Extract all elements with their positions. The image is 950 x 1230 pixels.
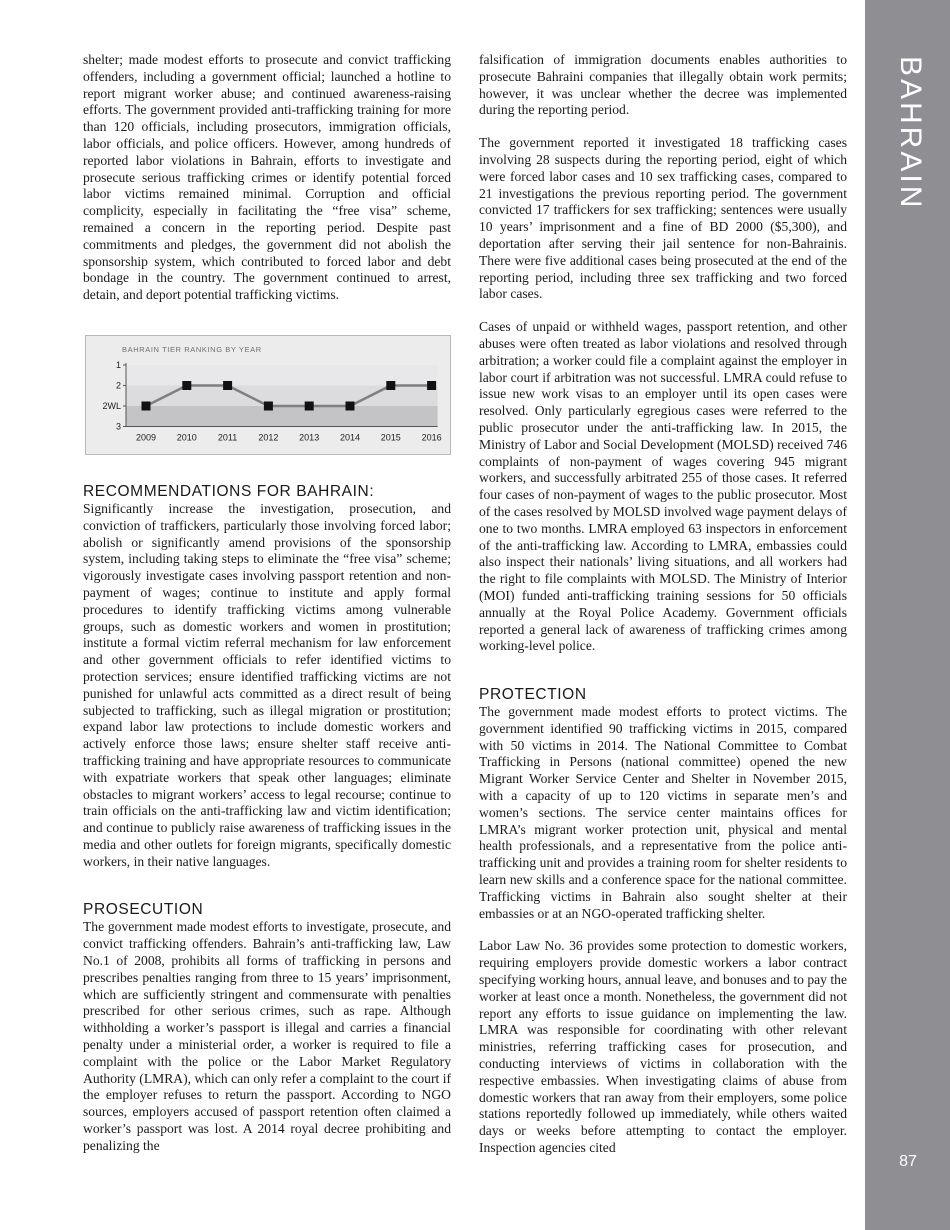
- x-tick-label: 2015: [380, 432, 401, 443]
- country-name: BAHRAIN: [894, 56, 927, 211]
- recommendations-paragraph: Significantly increase the investigation, prosecution, and conviction of traffickers, particularly those involving forced labor; abolish or significantly amend provisions of the sponsorship system, including taking steps to eliminate the “free visa” scheme; vigorously investigate cases involving passport retention and non-payment of wages; continue to institute and apply formal procedures to identify trafficking victims among vulnerable groups, such as domestic workers and women in prostitution; institute a formal victim referral mechanism for law enforcement and other government officials to refer identified victims to protection services; ensure identified trafficking victims are not punished for unlawful acts committed as a direct result of being subjected to trafficking, such as illegal migration or prostitution; expand labor law protections to include domestic workers and actively enforce those laws; ensure shelter staff receive anti-trafficking training and have appropriate resources to communicate with expatriate workers that speak other languages; eliminate obstacles to migrant workers’ access to legal recourse; continue to train officials on the anti-trafficking law and victim identification; and continue to publicly raise awareness of trafficking issues in the media and other outlets for foreign migrants, specifically domestic workers, in their native languages.: [83, 500, 451, 869]
- band-tier-2wl: [126, 406, 438, 427]
- data-point-2014: [346, 401, 355, 410]
- y-tick-label: 2: [115, 380, 121, 391]
- left-column: [83, 52, 451, 1171]
- x-tick-label: 2016: [421, 432, 442, 443]
- x-tick-label: 2012: [258, 432, 279, 443]
- right-paragraph-3: Cases of unpaid or withheld wages, passport retention, and other abuses were often treated as labor violations and resolved through arbitration; a worker could file a complaint against the employer in labor court if arbitration was not successful. LMRA could refuse to issue new work visas to an employer until its open cases were resolved. Only particularly egregious cases were referred to the public prosecutor under the anti-trafficking law. In 2015, the Ministry of Labor and Social Development (MOLSD) received 746 complaints of non-payment of wages covering 945 migrant workers, and successfully arbitrated 255 of those cases. It referred four cases of non-payment of wages to the public prosecutor. Most of the cases resolved by MOLSD involved wage payment delays of one to two months. LMRA employed 63 inspectors in enforcement of the anti-trafficking law. According to LMRA, embassies could also inspect their nationals’ living situations, and all workers had the right to file complaints with MOLSD. The Ministry of Interior (MOI) funded anti-trafficking training sessions for 50 officials annually at the Royal Police Academy. Government officials reported a general lack of awareness of trafficking crimes among working-level police.: [479, 319, 847, 654]
- x-tick-label: 2011: [217, 432, 238, 443]
- right-paragraph-1: falsification of immigration documents enables authorities to prosecute Bahraini companies that illegally obtain work permits; however, it was unclear whether the decree was implemented during the reporting period.: [479, 52, 847, 118]
- page-number: 87: [899, 1153, 917, 1170]
- data-point-2012: [264, 401, 273, 410]
- tier-ranking-chart-svg: [86, 336, 450, 454]
- recommendations-heading: RECOMMENDATIONS FOR BAHRAIN:: [83, 482, 375, 500]
- protection-paragraph-2: Labor Law No. 36 provides some protection to domestic workers, requiring employers provide domestic workers a labor contract specifying working hours, annual leave, and bonuses and to pay the worker at least once a month. Nonetheless, the government did not report any efforts to issue guidance on implementing the law. LMRA was responsible for coordinating with other relevant ministries, referring trafficking cases for prosecution, and conducting interviews of victims in collaboration with the respective embassies. When investigating claims of abuse from domestic workers that ran away from their employers, some police stations reportedly followed up immediately, while others waited days or weeks before attempting to contact the employer. Inspection agencies cited: [479, 938, 847, 1156]
- x-tick-label: 2009: [135, 432, 157, 443]
- x-tick-label: 2014: [339, 432, 361, 443]
- right-paragraph-2: The government reported it investigated 18 trafficking cases involving 28 suspects during the reporting period, eight of which were forced labor cases and 10 sex trafficking cases, compared to 21 investigations the previous reporting period. The government convicted 17 traffickers for sex trafficking; sentences were usually 10 years’ imprisonment and a fine of BD 2000 ($5,300), and deportation after serving their jail sentence for non-Bahrainis. There were five additional cases being prosecuted at the end of the reporting period, including three sex trafficking and two forced labor cases.: [479, 135, 847, 302]
- x-tick-label: 2010: [176, 432, 197, 443]
- data-point-2015: [386, 381, 395, 390]
- right-column: [479, 52, 847, 1173]
- y-tick-label: 3: [115, 421, 121, 432]
- data-point-2013: [305, 401, 314, 410]
- protection-heading: PROTECTION: [479, 686, 587, 704]
- protection-paragraph-1: The government made modest efforts to protect victims. The government identified 90 trafficking victims in 2015, compared with 50 victims in 2014. The National Committee to Combat Trafficking in Persons (national committee) opened the new Migrant Worker Service Center and Shelter in November 2015, with a capacity of up to 120 victims in separate men’s and women’s sections. The service center maintains offices for LMRA’s migrant worker protection unit, physical and mental health professionals, and a representative from the police anti-trafficking unit and provides a training room for shelter residents to learn new skills and a conference space for the national committee. Trafficking victims in Bahrain also sought shelter at their embassies or at an NGO-operated trafficking shelter.: [479, 704, 847, 921]
- data-point-2009: [142, 401, 151, 410]
- data-point-2016: [427, 381, 436, 390]
- intro-paragraph: shelter; made modest efforts to prosecute and convict trafficking offenders, including a government official; launched a hotline to report migrant worker abuse; and continued awareness-raising efforts. The government provided anti-trafficking training for more than 120 officials, including prosecutors, immigration officials, labor officials, and police officers. However, among hundreds of reported labor violations in Bahrain, efforts to investigate and prosecute serious trafficking crimes or identify potential forced labor victims remained minimal. Corruption and official complicity, especially in facilitating the “free visa” scheme, remained a concern in the reporting period. Despite past commitments and pledges, the government did not abolish the sponsorship system, which contributed to forced labor and debt bondage in the country. The government continued to arrest, detain, and deport potential trafficking victims.: [83, 52, 451, 303]
- y-tick-label: 2WL: [102, 400, 121, 411]
- x-tick-label: 2013: [299, 432, 320, 443]
- data-point-2011: [223, 381, 232, 390]
- prosecution-heading: PROSECUTION: [83, 901, 204, 919]
- prosecution-paragraph: The government made modest efforts to investigate, prosecute, and convict trafficking offenders. Bahrain’s anti-trafficking law, Law No.1 of 2008, prohibits all forms of trafficking in persons and prescribes penalties ranging from three to 15 years’ imprisonment, which are sufficiently stringent and commensurate with penalties prescribed for other serious crimes, such as rape. Although withholding a worker’s passport is illegal and carries a financial penalty under a ministerial order, a worker is required to file a complaint with the police or the Labor Market Regulatory Authority (LMRA), which can only refer a complaint to the court if the employer refuses to return the passport. According to NGO sources, employers accused of passport retention often claimed a worker’s passport was lost. A 2014 royal decree prohibiting and penalizing the: [83, 919, 451, 1153]
- data-point-2010: [182, 381, 191, 390]
- tier-ranking-chart: [85, 335, 451, 455]
- y-tick-label: 1: [115, 359, 121, 370]
- chart-title: BAHRAIN TIER RANKING BY YEAR: [122, 344, 262, 354]
